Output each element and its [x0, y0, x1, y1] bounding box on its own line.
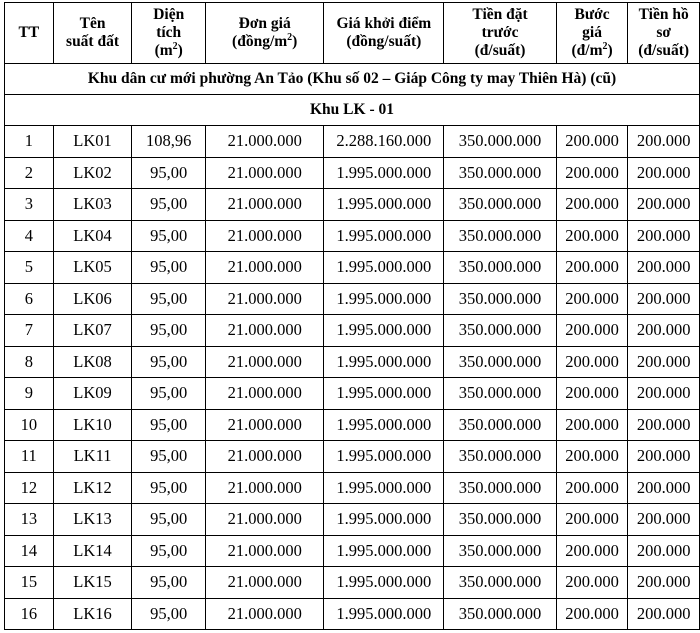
cell-ten: LK04: [53, 220, 132, 252]
col-header-buoc-gia-unit: (đ/m: [571, 42, 603, 59]
cell-don-gia: 21.000.000: [206, 220, 324, 252]
cell-ten: LK09: [53, 378, 132, 410]
col-header-tien-ho-so-unit: (đ/suất): [638, 42, 690, 59]
col-header-don-gia: [206, 3, 324, 64]
cell-tt: 10: [5, 409, 54, 441]
cell-gia-khoi-diem: 1.995.000.000: [324, 504, 444, 536]
cell-ten: LK15: [53, 567, 132, 599]
cell-don-gia: 21.000.000: [206, 409, 324, 441]
cell-dien-tich: 95,00: [132, 346, 206, 378]
cell-tien-ho-so: 200.000: [628, 346, 700, 378]
section-title: Khu dân cư mới phường An Tảo (Khu số 02 – Giáp Công ty may Thiên Hà) (cũ): [5, 64, 700, 95]
cell-tien-dat-truoc: 350.000.000: [444, 157, 557, 189]
cell-don-gia: 21.000.000: [206, 441, 324, 473]
cell-tt: 6: [5, 283, 54, 315]
cell-ten: LK05: [53, 252, 132, 284]
cell-tien-dat-truoc: 350.000.000: [444, 409, 557, 441]
cell-dien-tich: 95,00: [132, 220, 206, 252]
cell-tien-dat-truoc: 350.000.000: [444, 283, 557, 315]
cell-tt: 7: [5, 315, 54, 347]
cell-tien-dat-truoc: 350.000.000: [444, 378, 557, 410]
col-header-gia-khoi-diem-line1: Giá khởi điểm: [336, 15, 432, 32]
cell-don-gia: 21.000.000: [206, 252, 324, 284]
header-row: [5, 3, 700, 64]
cell-tt: 5: [5, 252, 54, 284]
col-header-ten-line2: suất đất: [66, 33, 120, 50]
col-header-buoc-gia-line1: Bước: [574, 6, 610, 23]
cell-tien-dat-truoc: 350.000.000: [444, 126, 557, 158]
cell-ten: LK14: [53, 535, 132, 567]
cell-dien-tich: 95,00: [132, 504, 206, 536]
cell-tt: 13: [5, 504, 54, 536]
table-row: [5, 409, 700, 441]
cell-tien-dat-truoc: 350.000.000: [444, 252, 557, 284]
cell-tt: 3: [5, 189, 54, 221]
cell-tien-ho-so: 200.000: [628, 283, 700, 315]
col-header-tt: [5, 3, 54, 64]
land-auction-table: [4, 2, 700, 630]
cell-tien-ho-so: 200.000: [628, 315, 700, 347]
cell-buoc-gia: 200.000: [556, 598, 628, 630]
cell-tien-ho-so: 200.000: [628, 567, 700, 599]
cell-ten: LK03: [53, 189, 132, 221]
cell-tt: 2: [5, 157, 54, 189]
col-header-tien-dat-truoc-line2: trước: [481, 24, 519, 41]
cell-don-gia: 21.000.000: [206, 598, 324, 630]
table-row: [5, 567, 700, 599]
cell-dien-tich: 95,00: [132, 252, 206, 284]
cell-tien-ho-so: 200.000: [628, 535, 700, 567]
col-header-dien-tich-sup: 2: [172, 40, 178, 52]
cell-gia-khoi-diem: 1.995.000.000: [324, 189, 444, 221]
cell-dien-tich: 95,00: [132, 535, 206, 567]
cell-ten: LK06: [53, 283, 132, 315]
table-row: [5, 315, 700, 347]
table-body: [5, 126, 700, 630]
cell-tien-ho-so: 200.000: [628, 409, 700, 441]
cell-don-gia: 21.000.000: [206, 472, 324, 504]
cell-buoc-gia: 200.000: [556, 409, 628, 441]
cell-dien-tich: 95,00: [132, 378, 206, 410]
cell-tien-ho-so: 200.000: [628, 157, 700, 189]
cell-buoc-gia: 200.000: [556, 567, 628, 599]
cell-ten: LK12: [53, 472, 132, 504]
cell-tien-dat-truoc: 350.000.000: [444, 441, 557, 473]
col-header-don-gia-sup: 2: [287, 31, 293, 43]
col-header-buoc-gia-sup: 2: [602, 40, 608, 52]
col-header-don-gia-tail: ): [292, 33, 298, 50]
cell-tien-dat-truoc: 350.000.000: [444, 189, 557, 221]
cell-don-gia: 21.000.000: [206, 535, 324, 567]
col-header-tien-dat-truoc-line1: Tiền đặt: [472, 6, 528, 23]
cell-buoc-gia: 200.000: [556, 189, 628, 221]
cell-don-gia: 21.000.000: [206, 567, 324, 599]
cell-tien-dat-truoc: 350.000.000: [444, 346, 557, 378]
cell-dien-tich: 108,96: [132, 126, 206, 158]
table-row: [5, 472, 700, 504]
cell-buoc-gia: 200.000: [556, 441, 628, 473]
cell-tt: 15: [5, 567, 54, 599]
cell-ten: LK01: [53, 126, 132, 158]
cell-gia-khoi-diem: 1.995.000.000: [324, 315, 444, 347]
cell-dien-tich: 95,00: [132, 441, 206, 473]
col-header-dien-tich-tail: ): [177, 42, 183, 59]
col-header-gia-khoi-diem: [324, 3, 444, 64]
cell-gia-khoi-diem: 1.995.000.000: [324, 598, 444, 630]
col-header-don-gia-unit: (đồng/m: [232, 33, 288, 50]
cell-gia-khoi-diem: 1.995.000.000: [324, 283, 444, 315]
cell-buoc-gia: 200.000: [556, 535, 628, 567]
table-row: [5, 378, 700, 410]
cell-gia-khoi-diem: 2.288.160.000: [324, 126, 444, 158]
cell-gia-khoi-diem: 1.995.000.000: [324, 252, 444, 284]
cell-dien-tich: 95,00: [132, 157, 206, 189]
col-header-tien-ho-so-line2: sơ: [656, 24, 671, 41]
cell-buoc-gia: 200.000: [556, 220, 628, 252]
col-header-tien-ho-so: [628, 3, 700, 64]
cell-dien-tich: 95,00: [132, 189, 206, 221]
cell-tien-dat-truoc: 350.000.000: [444, 598, 557, 630]
section-title-row: [5, 64, 700, 95]
col-header-buoc-gia: [556, 3, 628, 64]
table-row: [5, 126, 700, 158]
table-row: [5, 252, 700, 284]
col-header-gia-khoi-diem-unit: (đồng/suất): [346, 33, 422, 50]
table-row: [5, 535, 700, 567]
table-row: [5, 220, 700, 252]
cell-ten: LK16: [53, 598, 132, 630]
cell-gia-khoi-diem: 1.995.000.000: [324, 409, 444, 441]
cell-gia-khoi-diem: 1.995.000.000: [324, 535, 444, 567]
cell-ten: LK10: [53, 409, 132, 441]
cell-ten: LK08: [53, 346, 132, 378]
cell-tien-dat-truoc: 350.000.000: [444, 504, 557, 536]
cell-buoc-gia: 200.000: [556, 315, 628, 347]
cell-tien-dat-truoc: 350.000.000: [444, 535, 557, 567]
cell-tien-ho-so: 200.000: [628, 252, 700, 284]
cell-gia-khoi-diem: 1.995.000.000: [324, 157, 444, 189]
cell-tien-dat-truoc: 350.000.000: [444, 567, 557, 599]
cell-tien-dat-truoc: 350.000.000: [444, 472, 557, 504]
cell-buoc-gia: 200.000: [556, 283, 628, 315]
table-row: [5, 283, 700, 315]
cell-ten: LK11: [53, 441, 132, 473]
cell-tt: 4: [5, 220, 54, 252]
cell-don-gia: 21.000.000: [206, 315, 324, 347]
cell-tt: 12: [5, 472, 54, 504]
cell-tien-ho-so: 200.000: [628, 378, 700, 410]
cell-buoc-gia: 200.000: [556, 157, 628, 189]
cell-dien-tich: 95,00: [132, 598, 206, 630]
table-row: [5, 598, 700, 630]
col-header-ten-line1: Tên: [79, 15, 106, 32]
cell-gia-khoi-diem: 1.995.000.000: [324, 220, 444, 252]
cell-don-gia: 21.000.000: [206, 283, 324, 315]
cell-tt: 9: [5, 378, 54, 410]
cell-dien-tich: 95,00: [132, 315, 206, 347]
cell-gia-khoi-diem: 1.995.000.000: [324, 346, 444, 378]
cell-tt: 1: [5, 126, 54, 158]
col-header-tien-dat-truoc: [444, 3, 557, 64]
cell-tt: 16: [5, 598, 54, 630]
block-title-row: [5, 95, 700, 126]
col-header-tien-dat-truoc-unit: (đ/suất): [474, 42, 526, 59]
cell-dien-tich: 95,00: [132, 283, 206, 315]
cell-don-gia: 21.000.000: [206, 346, 324, 378]
cell-tien-ho-so: 200.000: [628, 126, 700, 158]
table-row: [5, 441, 700, 473]
cell-don-gia: 21.000.000: [206, 189, 324, 221]
cell-dien-tich: 95,00: [132, 567, 206, 599]
cell-buoc-gia: 200.000: [556, 126, 628, 158]
cell-buoc-gia: 200.000: [556, 504, 628, 536]
cell-dien-tich: 95,00: [132, 472, 206, 504]
cell-tt: 8: [5, 346, 54, 378]
col-header-buoc-gia-tail: ): [607, 42, 613, 59]
cell-buoc-gia: 200.000: [556, 346, 628, 378]
col-header-tien-ho-so-line1: Tiền hồ: [638, 6, 689, 23]
cell-don-gia: 21.000.000: [206, 126, 324, 158]
cell-gia-khoi-diem: 1.995.000.000: [324, 441, 444, 473]
cell-tien-ho-so: 200.000: [628, 504, 700, 536]
land-auction-table-wrapper: [4, 2, 700, 630]
cell-buoc-gia: 200.000: [556, 472, 628, 504]
table-row: [5, 504, 700, 536]
cell-gia-khoi-diem: 1.995.000.000: [324, 378, 444, 410]
col-header-tt-label: TT: [18, 24, 40, 41]
table-row: [5, 346, 700, 378]
col-header-buoc-gia-line2: giá: [582, 24, 602, 41]
col-header-dien-tich-unit: (m: [154, 42, 173, 59]
cell-ten: LK07: [53, 315, 132, 347]
block-title: Khu LK - 01: [5, 95, 700, 126]
col-header-ten-suat-dat: [53, 3, 132, 64]
col-header-dien-tich-line2: tích: [156, 24, 182, 41]
cell-ten: LK02: [53, 157, 132, 189]
cell-buoc-gia: 200.000: [556, 378, 628, 410]
table-row: [5, 157, 700, 189]
cell-tien-ho-so: 200.000: [628, 220, 700, 252]
cell-gia-khoi-diem: 1.995.000.000: [324, 567, 444, 599]
col-header-don-gia-line1: Đơn giá: [238, 15, 291, 32]
cell-tien-ho-so: 200.000: [628, 189, 700, 221]
col-header-dien-tich-line1: Diện: [153, 6, 185, 23]
cell-ten: LK13: [53, 504, 132, 536]
cell-tien-ho-so: 200.000: [628, 472, 700, 504]
cell-tien-dat-truoc: 350.000.000: [444, 220, 557, 252]
cell-buoc-gia: 200.000: [556, 252, 628, 284]
cell-tien-ho-so: 200.000: [628, 598, 700, 630]
cell-tien-dat-truoc: 350.000.000: [444, 315, 557, 347]
cell-tt: 11: [5, 441, 54, 473]
cell-don-gia: 21.000.000: [206, 157, 324, 189]
cell-dien-tich: 95,00: [132, 409, 206, 441]
cell-don-gia: 21.000.000: [206, 378, 324, 410]
table-row: [5, 189, 700, 221]
cell-gia-khoi-diem: 1.995.000.000: [324, 472, 444, 504]
cell-don-gia: 21.000.000: [206, 504, 324, 536]
col-header-dien-tich: [132, 3, 206, 64]
cell-tien-ho-so: 200.000: [628, 441, 700, 473]
cell-tt: 14: [5, 535, 54, 567]
